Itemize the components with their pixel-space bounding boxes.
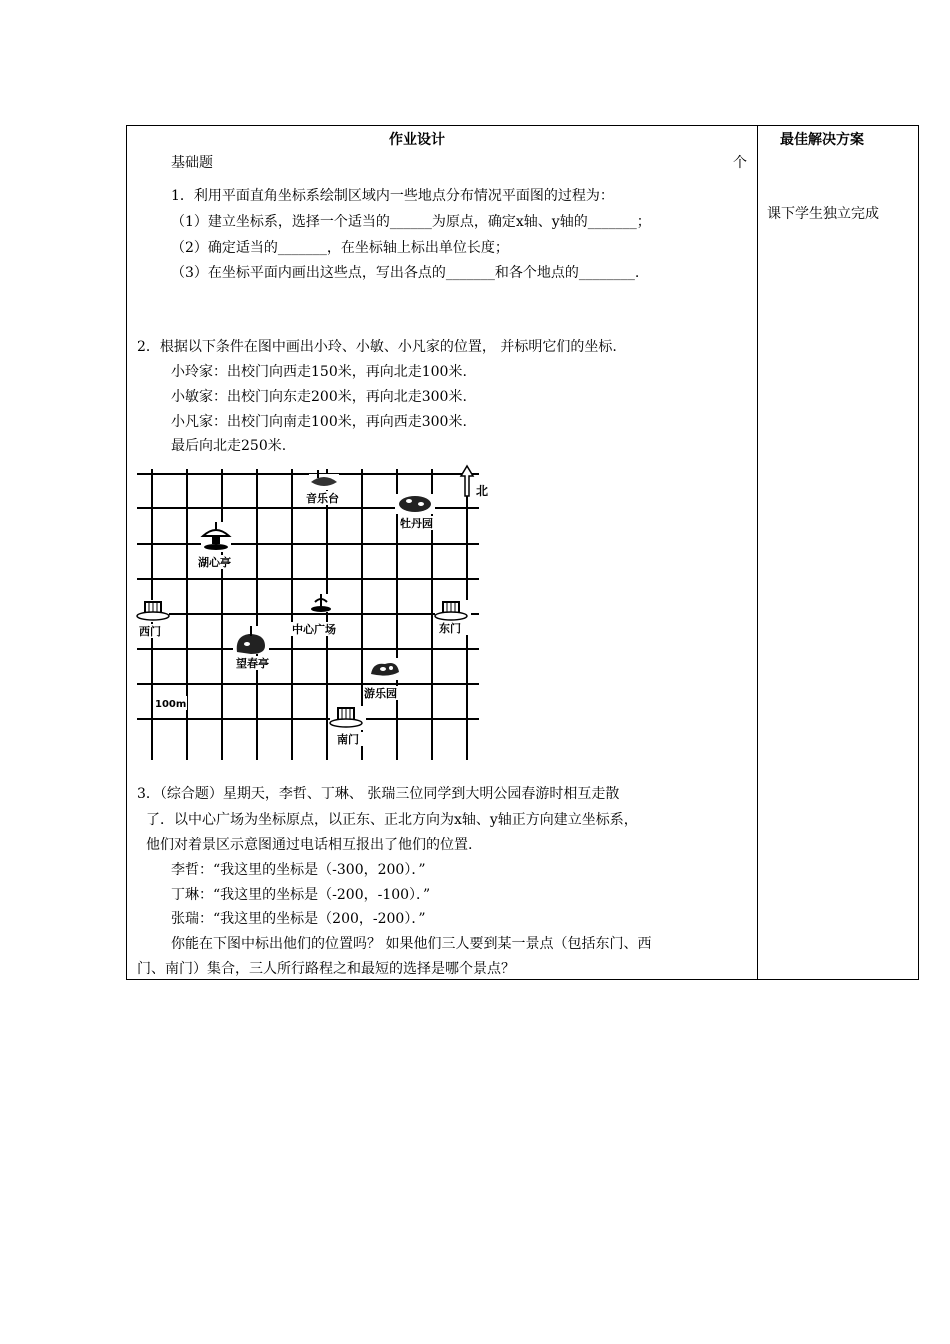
label-south-gate: 南门 bbox=[337, 733, 359, 746]
q3-question1: 你能在下图中标出他们的位置吗？ 如果他们三人要到某一景点（包括东门、西 bbox=[171, 936, 652, 952]
center-square-icon bbox=[309, 594, 335, 612]
q2-line4: 最后向北走250米. bbox=[171, 438, 287, 454]
q3-line2: 了．以中心广场为坐标原点，以正东、正北方向为x轴、y轴正方向建立坐标系， bbox=[146, 812, 638, 828]
park-map bbox=[137, 464, 489, 762]
basic-section-title: 基础题 bbox=[171, 155, 213, 171]
amusement-park-icon bbox=[367, 658, 403, 680]
header-best-solution: 最佳解决方案 bbox=[780, 132, 864, 148]
south-gate-icon bbox=[330, 706, 366, 730]
label-east-gate: 东门 bbox=[439, 622, 461, 635]
label-lake-pavilion: 湖心亭 bbox=[198, 556, 231, 569]
homework-table bbox=[126, 125, 919, 980]
label-west-gate: 西门 bbox=[139, 625, 161, 638]
header-homework-design: 作业设计 bbox=[389, 132, 445, 148]
label-music-stage: 音乐台 bbox=[306, 492, 339, 505]
q1-step3: （3）在坐标平面内画出这些点，写出各点的_______和各个地点的________. bbox=[171, 265, 640, 281]
q3-lizhe: 李哲：“我这里的坐标是（-300，200）．” bbox=[171, 862, 426, 878]
west-gate-icon bbox=[137, 600, 169, 622]
q1-step1: （1）建立坐标系，选择一个适当的______为原点，确定x轴、y轴的_______； bbox=[171, 214, 651, 230]
column-divider bbox=[757, 126, 758, 979]
map-scale-label: 100m bbox=[155, 699, 187, 710]
north-label: 北 bbox=[476, 484, 489, 498]
basic-section-marker: 个 bbox=[733, 155, 747, 171]
q2-line1: 小玲家：出校门向西走150米，再向北走100米. bbox=[171, 364, 467, 380]
north-arrow-icon bbox=[461, 466, 473, 496]
q1-step2: （2）确定适当的_______，在坐标轴上标出单位长度； bbox=[171, 240, 509, 256]
q2-line3: 小凡家：出校门向南走100米，再向西走300米. bbox=[171, 414, 467, 430]
label-center-square: 中心广场 bbox=[292, 623, 336, 636]
label-peony-garden: 牡丹园 bbox=[400, 517, 433, 530]
q3-line3: 他们对着景区示意图通过电话相互报出了他们的位置. bbox=[146, 837, 473, 853]
label-wangchun-pavilion: 望春亭 bbox=[236, 657, 269, 670]
q2-line2: 小敏家：出校门向东走200米，再向北走300米. bbox=[171, 389, 467, 405]
q3-dinglin: 丁琳：“我这里的坐标是（-200，-100）．” bbox=[171, 887, 431, 903]
q2-stem: 2．根据以下条件在图中画出小玲、小敏、小凡家的位置， 并标明它们的坐标. bbox=[137, 339, 617, 355]
lake-pavilion-icon bbox=[201, 522, 231, 552]
q3-line1: 3．（综合题）星期天，李哲、丁琳、 张瑞三位同学到大明公园春游时相互走散 bbox=[137, 786, 620, 802]
peony-garden-icon bbox=[395, 494, 435, 514]
wangchun-pavilion-icon bbox=[233, 626, 269, 654]
side-note: 课下学生独立完成 bbox=[767, 206, 879, 222]
q3-zhangrui: 张瑞：“我这里的坐标是（200，-200）．” bbox=[171, 911, 426, 927]
q3-question2: 门、南门）集合，三人所行路程之和最短的选择是哪个景点？ bbox=[137, 961, 515, 977]
q1-stem: 1．利用平面直角坐标系绘制区域内一些地点分布情况平面图的过程为： bbox=[171, 188, 614, 204]
label-amusement-park: 游乐园 bbox=[364, 687, 397, 700]
east-gate-icon bbox=[435, 600, 471, 622]
